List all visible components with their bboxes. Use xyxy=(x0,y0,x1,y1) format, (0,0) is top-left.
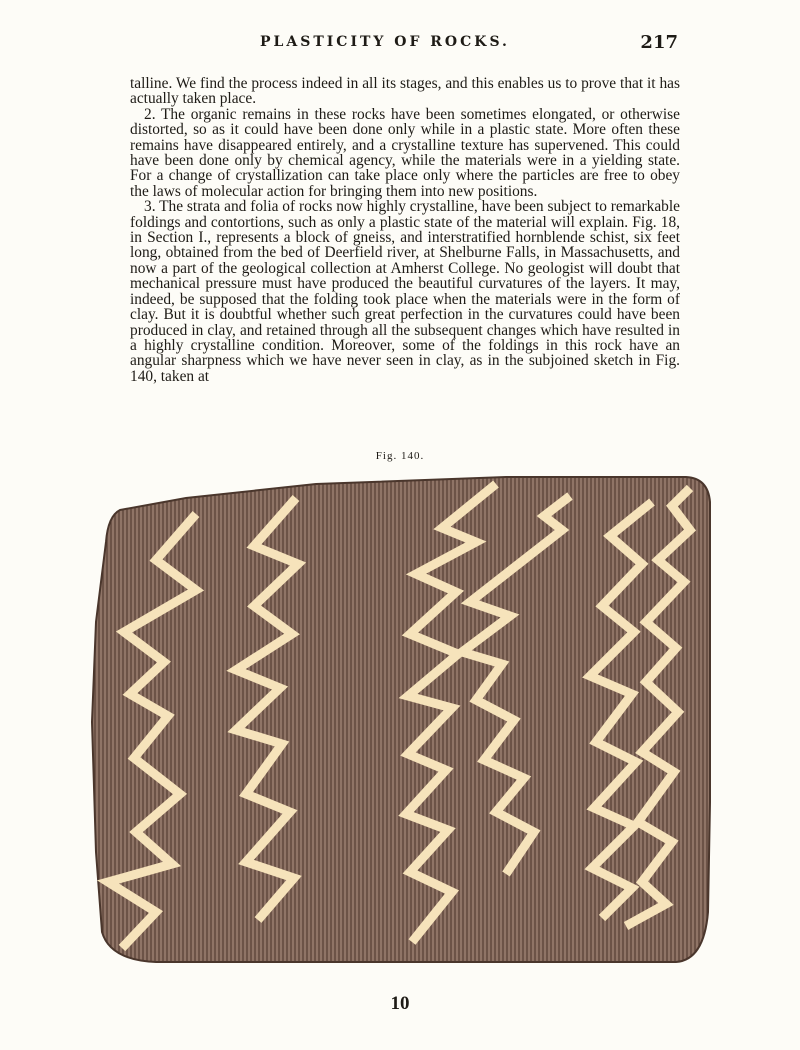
figure-folded-rock-sketch xyxy=(86,472,718,976)
signature-mark: 10 xyxy=(390,993,410,1014)
page-number: 217 xyxy=(640,32,678,53)
paragraph-continuation: talline. We find the process indeed in all its stages, and this enables us to prove that it has actually taken place. xyxy=(130,75,680,108)
paragraph-foldings: 3. The strata and folia of rocks now highly crystalline, have been subject to remarkable foldings and contortions, such as only a plastic state of the material will explain. Fig. 18, in Section I., represents a block of gneiss, and interstratified hornblende schist, six feet long, obtained from the bed of Deerfield river, at Shelburne Falls, in Massachusetts, and now a part of the geological collection at Amherst College. No geologist will doubt that mechanical pressure must have produced the beautiful curvatures of the layers. It may, indeed, be supposed that the folding took place when the materials were in the form of clay. But it is doubtful whether such great perfection in the curvatures could have been produced in clay, and retained through all the subsequent changes which have resulted in a highly crystalline condition. Moreover, some of the foldings in this rock have an angular sharpness which we have never seen in clay, as in the subjoined sketch in Fig. 140, taken at xyxy=(130,198,680,385)
paragraph-organic-remains: 2. The organic remains in these rocks have been sometimes elongated, or otherwise distorted, so as it could have been done only while in a plastic state. More often these remains have disappeared entirely, and a crystalline texture has supervened. This could have been done only by chemical agency, while the materials were in a yielding state. For a change of crystallization can take place only where the particles are free to obey the laws of molecular action for bringing them into new positions. xyxy=(130,105,680,200)
figure-caption: Fig. 140. xyxy=(375,450,425,462)
page-header xyxy=(130,32,680,56)
body-text xyxy=(130,76,680,384)
running-head: PLASTICITY OF ROCKS. xyxy=(260,34,510,50)
folded-rock-illustration xyxy=(86,472,718,972)
